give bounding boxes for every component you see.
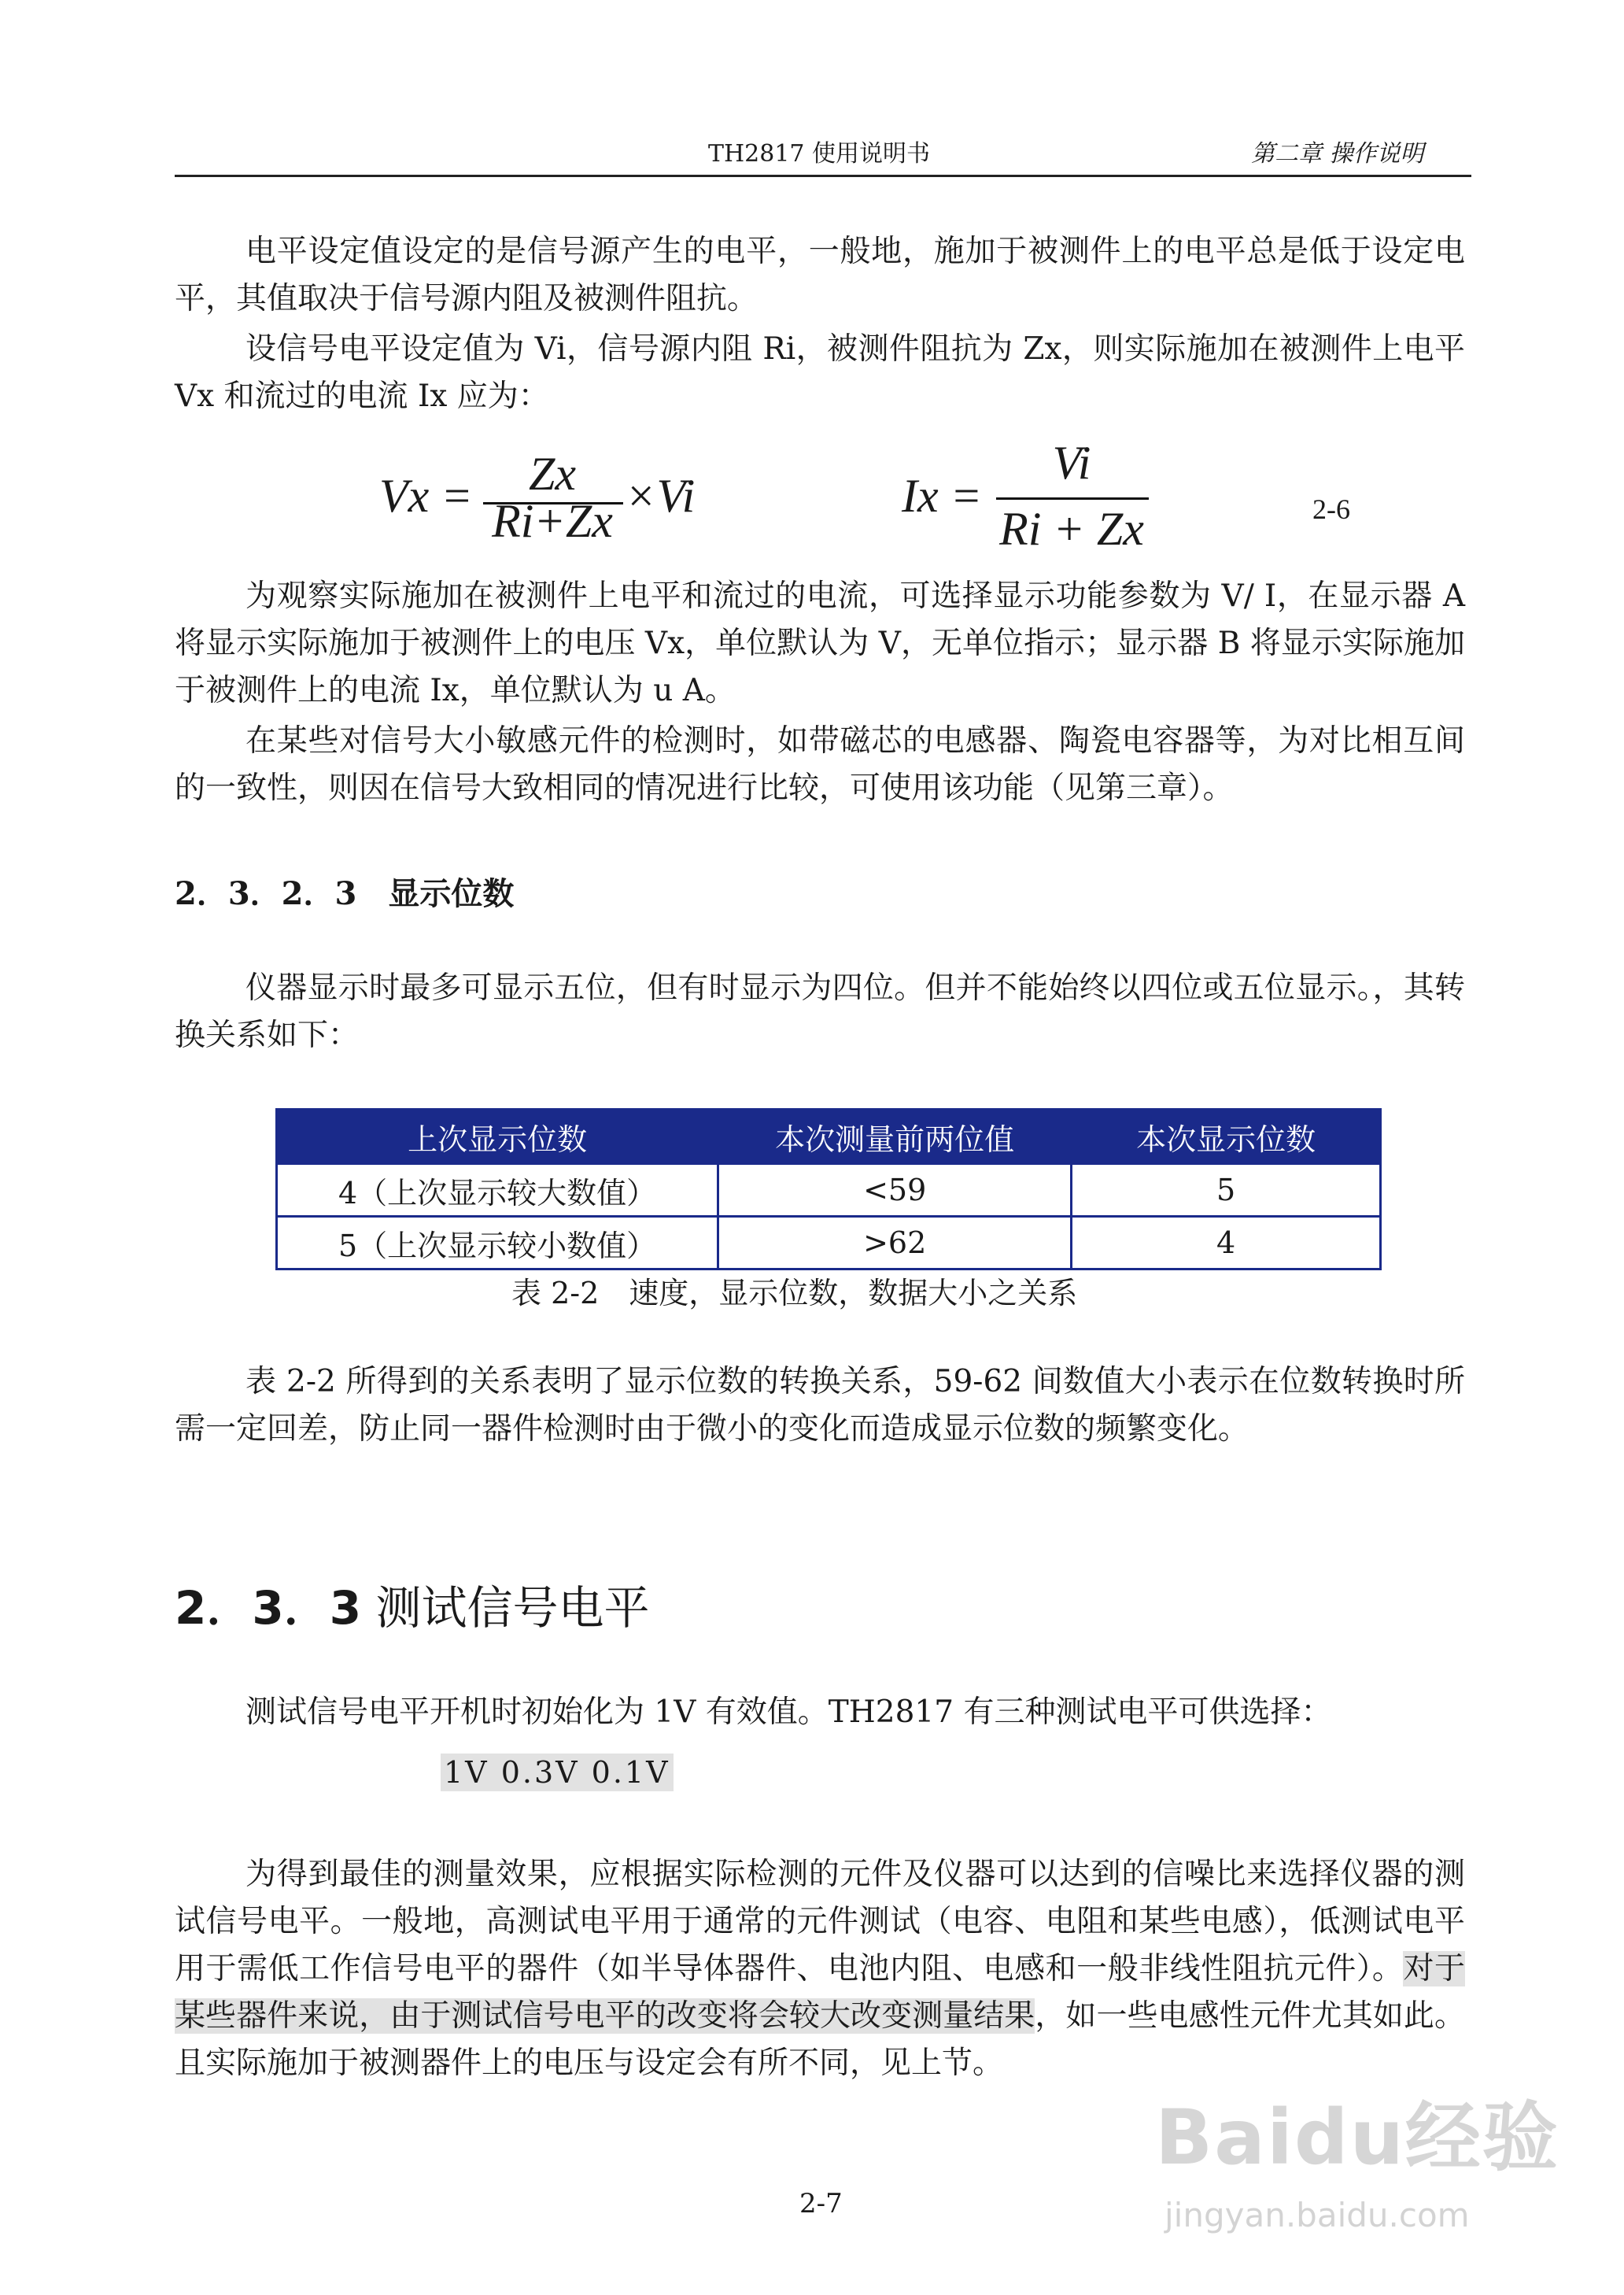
- table-caption: 表 2-2 速度，显示位数，数据大小之关系: [511, 1276, 1078, 1310]
- paragraph-digit-display: 仪器显示时最多可显示五位，但有时显示为四位。但并不能始终以四位或五位显示。，其转换关系如下：: [175, 970, 1465, 1053]
- table-cell: 4（上次显示较大数值）: [277, 1164, 718, 1217]
- table-header-row: [277, 1110, 1381, 1164]
- formula-vx-rhs: ×Vi: [625, 470, 696, 522]
- paragraph-text: ，如一些电感性元件尤其如此。且实际施加于被测器件上的电压与设定会有所不同，见上节。: [175, 1998, 1465, 2081]
- table-cell: <59: [718, 1164, 1072, 1217]
- formula-ix-denominator: Ri + Zx: [999, 503, 1144, 555]
- equation-number: 2-6: [1312, 493, 1350, 525]
- paragraph-text: 为得到最佳的测量效果，应根据实际检测的元件及仪器可以达到的信噪比来选择仪器的测试信号电平。一般地，高测试电平用于通常的元件测试（电容、电阻和某些电感），低测试电平用于需低工作信号电平的器件（如半导体器件、电池内阻、电感和一般非线性阻抗元件）。: [175, 1857, 1465, 1986]
- section-heading-test-level: [175, 1571, 650, 1637]
- table-cell: 4: [1072, 1217, 1381, 1269]
- header-doc-title: TH2817 使用说明书: [708, 140, 931, 168]
- highlighted-text: 对于某些器件来说，由于测试信号电平的改变将会较大改变测量结果: [175, 1951, 1465, 2034]
- formula-vx-denominator: Ri+Zx: [492, 495, 613, 547]
- table-header-cell: 上次显示位数: [277, 1110, 718, 1164]
- formula-ix-fraction-bar: [996, 497, 1149, 500]
- digit-conversion-table: [275, 1108, 1382, 1270]
- section-title: 测试信号电平: [375, 1581, 650, 1635]
- paragraph-test-level-init: 测试信号电平开机时初始化为 1V 有效值。TH2817 有三种测试电平可供选择：: [245, 1694, 1332, 1730]
- table-header-cell: 本次测量前两位值: [718, 1110, 1072, 1164]
- paragraph-table-explanation: 表 2-2 所得到的关系表明了显示位数的转换关系，59-62 间数值大小表示在位数转换时所需一定回差，防止同一器件检测时由于微小的变化而造成显示位数的频繁变化。: [175, 1364, 1465, 1447]
- table-cell: >62: [718, 1217, 1072, 1269]
- subsection-heading-display-digits: 2．3．2．3 显示位数: [175, 875, 515, 912]
- formula-vx-lhs: Vx =: [379, 470, 473, 522]
- watermark-logo: Baidu经验: [1155, 2094, 1559, 2182]
- table-row: [277, 1164, 1381, 1217]
- formula-ix-numerator: Vi: [1052, 437, 1091, 489]
- watermark-url: jingyan.baidu.com: [1164, 2196, 1470, 2234]
- paragraph-level-setting: 电平设定值设定的是信号源产生的电平，一般地，施加于被测件上的电平总是低于设定电平，其值取决于信号源内阻及被测件阻抗。: [175, 234, 1465, 316]
- paragraph-display-vi: 为观察实际施加在被测件上电平和流过的电流，可选择显示功能参数为 V/ I，在显示器 A 将显示实际施加于被测件上的电压 Vx，单位默认为 V，无单位指示；显示器 B 将显示实际施加于被测件上的电流 Ix，单位默认为 u A。: [175, 578, 1465, 708]
- section-number: 2．3．3: [175, 1581, 362, 1635]
- test-level-options: 1V 0.3V 0.1V: [441, 1754, 674, 1791]
- table-row: [277, 1217, 1381, 1269]
- formula-ix-lhs: Ix =: [902, 470, 983, 522]
- paragraph-sensitive-components: 在某些对信号大小敏感元件的检测时，如带磁芯的电感器、陶瓷电容器等，为对比相互间的一致性，则因在信号大致相同的情况进行比较，可使用该功能（见第三章）。: [175, 723, 1465, 806]
- paragraph-test-level-choice: [175, 1851, 1465, 2087]
- table-cell: 5: [1072, 1164, 1381, 1217]
- header-chapter-title: 第二章 操作说明: [1251, 140, 1424, 168]
- page-number: 2-7: [799, 2188, 843, 2219]
- formula-vx-numerator: Zx: [529, 448, 576, 500]
- table-cell: 5（上次显示较小数值）: [277, 1217, 718, 1269]
- table-header-cell: 本次显示位数: [1072, 1110, 1381, 1164]
- formula-2-6: [0, 0, 1624, 567]
- paragraph-definitions: 设信号电平设定值为 Vi，信号源内阻 Ri，被测件阻抗为 Zx，则实际施加在被测件上电平 Vx 和流过的电流 Ix 应为：: [175, 331, 1465, 414]
